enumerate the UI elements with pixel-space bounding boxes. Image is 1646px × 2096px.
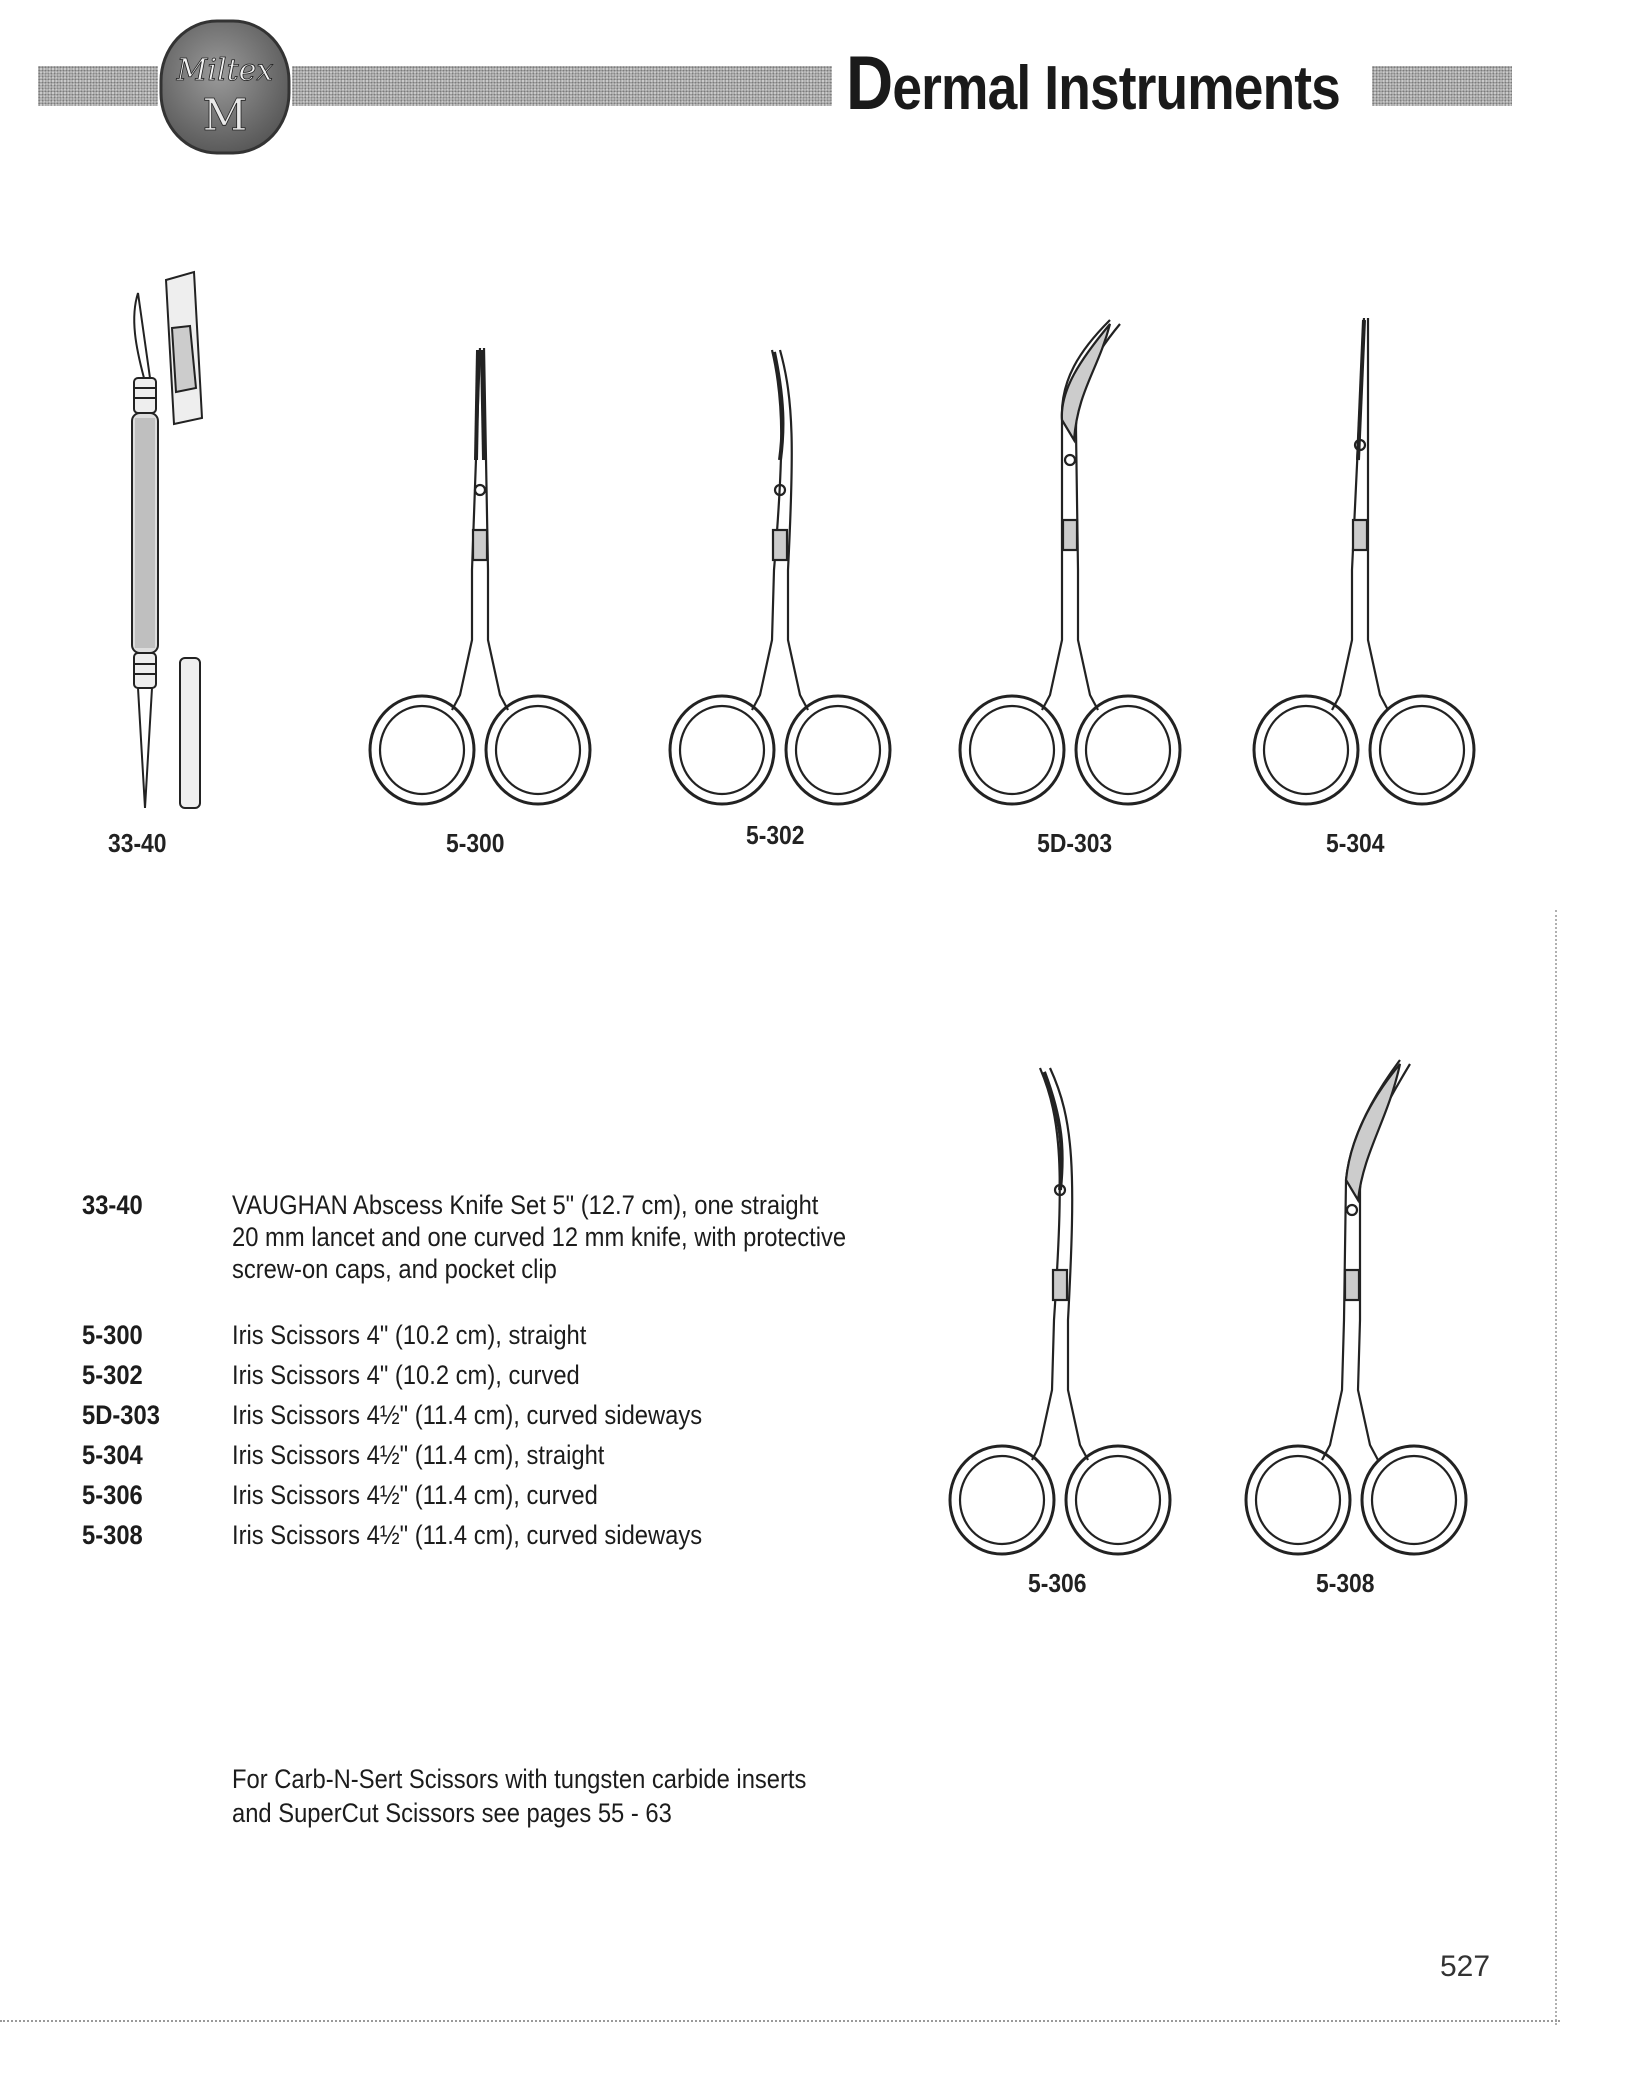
- page-title: Dermal Instruments: [846, 41, 1340, 126]
- note-line: For Carb-N-Sert Scissors with tungsten carbide inserts: [232, 1764, 807, 1794]
- description-code: 5D-303: [82, 1400, 160, 1430]
- instrument-label: 5-308: [1315, 1568, 1375, 1598]
- description-line: screw-on caps, and pocket clip: [232, 1254, 557, 1284]
- iris-scissors-curved-sideways-illustration: [950, 310, 1200, 810]
- description-line: Iris Scissors 4" (10.2 cm), straight: [232, 1320, 587, 1350]
- iris-scissors-curved-long-illustration: [940, 1060, 1190, 1560]
- description-line: Iris Scissors 4½" (11.4 cm), straight: [232, 1440, 605, 1470]
- scan-edge-bottom: [0, 2020, 1560, 2022]
- header-band-right: [1372, 66, 1512, 106]
- description-line: Iris Scissors 4½" (11.4 cm), curved: [232, 1480, 598, 1510]
- description-line: VAUGHAN Abscess Knife Set 5" (12.7 cm), one straight: [232, 1190, 819, 1220]
- iris-scissors-straight-long-illustration: [1240, 310, 1490, 810]
- description-code: 33-40: [82, 1190, 143, 1220]
- iris-scissors-straight-illustration: [360, 340, 600, 810]
- logo-monogram: M: [202, 90, 248, 141]
- description-code: 5-304: [82, 1440, 143, 1470]
- miltex-logo: [158, 18, 292, 156]
- description-line: Iris Scissors 4½" (11.4 cm), curved sideways: [232, 1400, 703, 1430]
- instrument-label: 33-40: [107, 828, 167, 858]
- instrument-label: 5D-303: [1037, 828, 1113, 858]
- description-line: Iris Scissors 4" (10.2 cm), curved: [232, 1360, 580, 1390]
- scan-edge-right: [1555, 910, 1557, 2025]
- logo-brand-text: Miltex: [176, 53, 274, 88]
- instrument-label: 5-304: [1325, 828, 1385, 858]
- description-code: 5-300: [82, 1320, 143, 1350]
- abscess-knife-set-illustration: [110, 268, 240, 828]
- description-code: 5-302: [82, 1360, 143, 1390]
- note-line: and SuperCut Scissors see pages 55 - 63: [232, 1798, 672, 1828]
- header-band-middle: [292, 66, 832, 106]
- instrument-label: 5-306: [1027, 1568, 1087, 1598]
- header-band-left: [38, 66, 158, 106]
- instrument-label: 5-300: [445, 828, 505, 858]
- description-line: Iris Scissors 4½" (11.4 cm), curved sideways: [232, 1520, 703, 1550]
- description-line: 20 mm lancet and one curved 12 mm knife, with protective: [232, 1222, 847, 1252]
- description-code: 5-306: [82, 1480, 143, 1510]
- iris-scissors-curved-illustration: [660, 340, 900, 810]
- page-number: 527: [1440, 1950, 1491, 1983]
- description-code: 5-308: [82, 1520, 143, 1550]
- cross-reference-note: [232, 1762, 806, 1830]
- iris-scissors-curved-sideways-long-illustration: [1230, 1050, 1490, 1560]
- instrument-label: 5-302: [745, 820, 805, 850]
